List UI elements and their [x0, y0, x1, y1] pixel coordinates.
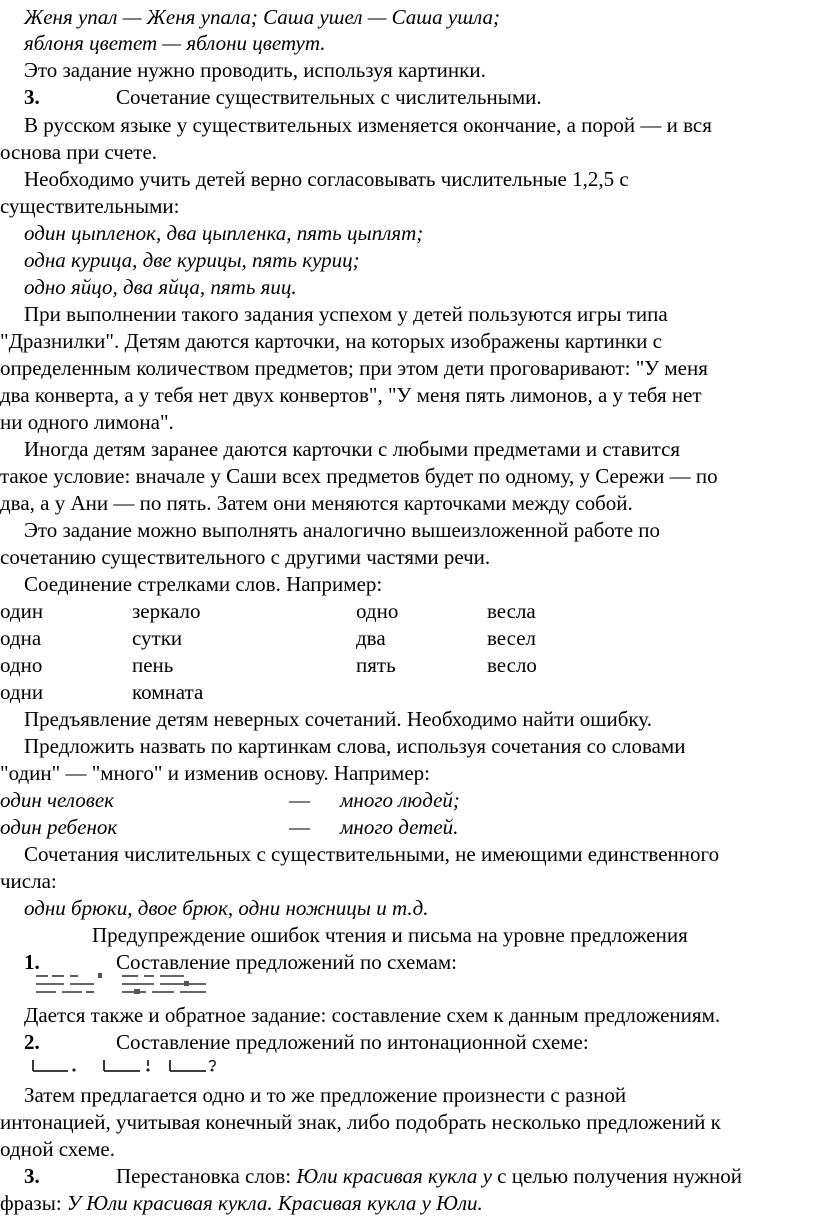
table-cell: один: [0, 599, 44, 623]
paragraph-cards-line3: два, а у Ани — по пять. Затем они меняются карточками между собой.: [0, 491, 633, 515]
example-hen: одна курица, две курицы, пять куриц;: [24, 248, 360, 272]
paragraph-games-line3: определенным количеством предметов; при этом дети проговаривают: "У меня: [0, 356, 708, 380]
paragraph-intonation-line2: интонацией, учитывая конечный знак, либо подобрать несколько предложений к: [0, 1110, 721, 1134]
pair-dash: —: [289, 788, 310, 812]
table-cell: два: [356, 626, 386, 650]
pair-right: много детей.: [340, 815, 459, 839]
paragraph-cards-line1: Иногда детям заранее даются карточки с любыми предметами и ставится: [24, 437, 681, 461]
table-cell: пень: [132, 653, 174, 677]
item-permutation-line1: [116, 1163, 742, 1189]
sentence-scheme-diagram: [34, 971, 214, 999]
paragraph-ending-line1: В русском языке у существительных изменяется окончание, а порой — и вся: [24, 113, 712, 137]
table-cell: одна: [0, 626, 42, 650]
pair-left: один человек: [0, 788, 115, 812]
table-cell: одно: [0, 653, 43, 677]
paragraph-similar-line1: Это задание можно выполнять аналогично вышеизложенной работе по: [24, 518, 660, 542]
item-number-1: 1.: [24, 950, 40, 974]
table-cell: весла: [487, 599, 536, 623]
permutation-example: Юли красивая кукла у: [296, 1164, 492, 1188]
paragraph-intonation-line1: Затем предлагается одно и то же предложение произнести с разной: [24, 1083, 627, 1107]
paragraph-reverse-task: Дается также и обратное задание: составление схем к данным предложениям.: [24, 1003, 721, 1027]
table-cell: одни: [0, 680, 44, 704]
table-cell: комната: [132, 680, 204, 704]
paragraph-games-line2: "Дразнилки". Детям даются карточки, на которых изображены картинки с: [0, 329, 662, 353]
example-line-apple: яблоня цветет — яблони цветут.: [24, 31, 326, 55]
paragraph-agree-line1: Необходимо учить детей верно согласовывать числительные 1,2,5 с: [24, 167, 629, 191]
table-cell: пять: [356, 653, 396, 677]
pair-left: один ребенок: [0, 815, 118, 839]
pair-right: много людей;: [340, 788, 460, 812]
example-trousers: одни брюки, двое брюк, одни ножницы и т.д.: [24, 896, 429, 920]
phrases-example: У Юли красивая кукла. Красивая кукла у Юли.: [66, 1191, 483, 1215]
table-cell: весел: [487, 626, 537, 650]
section-title-numerals: Сочетание существительных с числительными.: [116, 85, 542, 109]
paragraph-games-line1: При выполнении такого задания успехом у детей пользуются игры типа: [24, 302, 668, 326]
item-schemes: Составление предложений по схемам:: [116, 950, 457, 974]
paragraph-agree-line2: существительными:: [0, 194, 180, 218]
phrases-label: фразы:: [0, 1191, 67, 1215]
item-number-2: 2.: [24, 1030, 40, 1054]
example-chicken: один цыпленок, два цыпленка, пять цыплят;: [24, 221, 424, 245]
paragraph-name-line2: "один" — "много" и изменив основу. Например:: [0, 761, 430, 785]
permutation-purpose: с целью получения нужной: [491, 1164, 742, 1188]
paragraph-cards-line2: такое условие: вначале у Саши всех предметов будет по одному, у Сережи — по: [0, 464, 718, 488]
table-cell: зеркало: [132, 599, 201, 623]
permutation-label: Перестановка слов:: [116, 1164, 297, 1188]
example-line-gender: Женя упал — Женя упала; Саша ушел — Саша ушла;: [24, 5, 500, 29]
table-cell: одно: [356, 599, 399, 623]
paragraph-ending-line2: основа при счете.: [0, 140, 158, 164]
table-cell: сутки: [132, 626, 183, 650]
paragraph-games-line4: два конверта, а у тебя нет двух конвертов", "У меня пять лимонов, а у тебя нет: [0, 383, 702, 407]
intonation-scheme-diagram: [30, 1057, 220, 1075]
paragraph-intonation-line3: одной схеме.: [0, 1137, 116, 1161]
paragraph-wrong-combinations: Предъявление детям неверных сочетаний. Необходимо найти ошибку.: [24, 707, 652, 731]
pair-dash: —: [289, 815, 310, 839]
paragraph-games-line5: ни одного лимона".: [0, 410, 174, 434]
paragraph-pictures: Это задание нужно проводить, используя картинки.: [24, 58, 486, 82]
item-intonation: Составление предложений по интонационной схеме:: [116, 1030, 589, 1054]
paragraph-similar-line2: сочетанию существительного с другими частями речи.: [0, 545, 491, 569]
section-number-3: 3.: [24, 85, 40, 109]
paragraph-arrows: Соединение стрелками слов. Например:: [24, 572, 383, 596]
table-cell: весло: [487, 653, 537, 677]
example-egg: одно яйцо, два яйца, пять яиц.: [24, 275, 297, 299]
item-number-3: 3.: [24, 1164, 40, 1188]
section-heading-sentence-level: Предупреждение ошибок чтения и письма на уровне предложения: [92, 923, 688, 947]
paragraph-plural-line2: числа:: [0, 869, 57, 893]
paragraph-name-line1: Предложить назвать по картинкам слова, используя сочетания со словами: [24, 734, 686, 758]
item-permutation-line2: [0, 1190, 483, 1216]
paragraph-plural-line1: Сочетания числительных с существительными, не имеющими единственного: [24, 842, 720, 866]
